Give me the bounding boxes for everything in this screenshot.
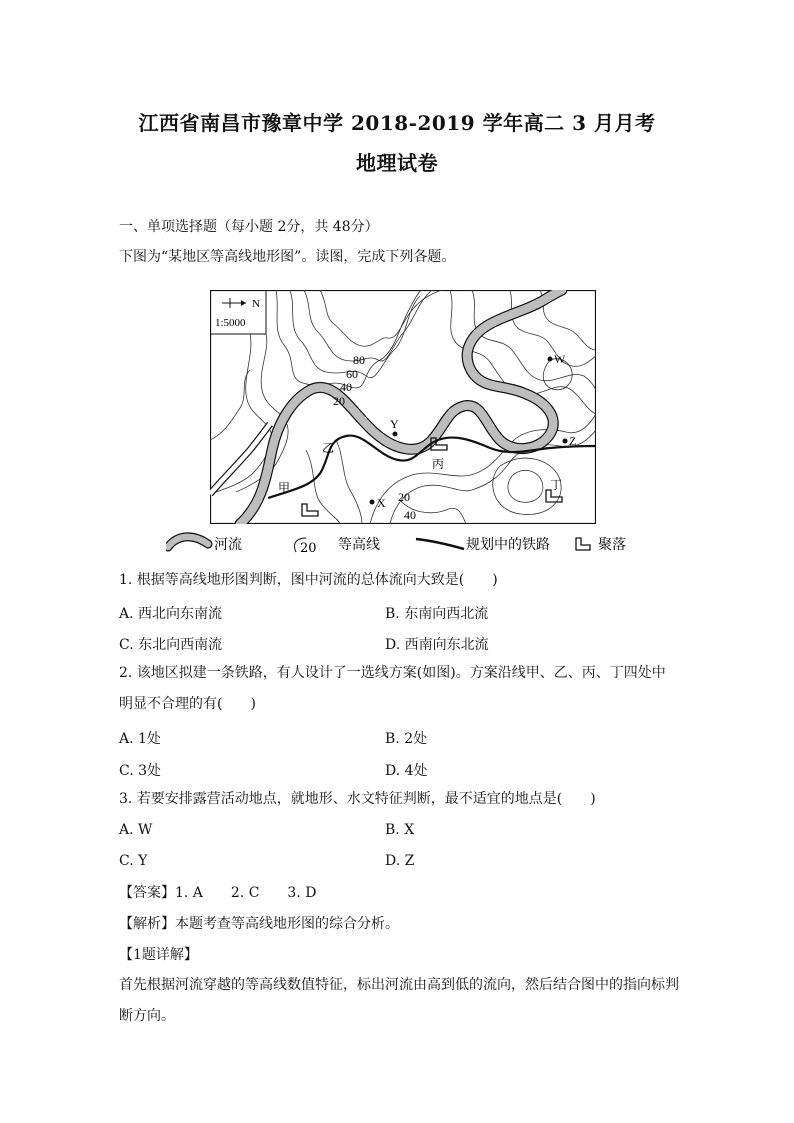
north-label: N (252, 298, 260, 310)
contour-label-80: 80 (353, 353, 365, 367)
legend-contour-value: 20 (300, 541, 317, 556)
question-2-option-c: C. 3处 (119, 763, 162, 779)
point-w (548, 357, 553, 362)
legend-contour: 等高线 (338, 537, 380, 553)
place-label-bing: 丙 (432, 457, 445, 471)
detail-heading: 【1题详解】 (119, 947, 198, 963)
question-2-option-a: A. 1处 (119, 731, 161, 747)
point-z (563, 439, 568, 444)
contour-label-20-south: 20 (398, 490, 410, 504)
section-heading: 一、单项选择题（每小题 2分，共 48分） (119, 219, 379, 235)
detail-text: 首先根据河流穿越的等高线数值特征，标出河流由高到低的流向，然后结合图中的指向标判断方向。 (119, 977, 679, 1024)
point-y (393, 432, 398, 437)
legend-railway: 规划中的铁路 (466, 537, 550, 553)
legend-settlement: 聚落 (598, 537, 626, 553)
question-1-option-c: C. 东北向西南流 (119, 637, 223, 653)
point-x (370, 500, 375, 505)
place-label-jia: 甲 (278, 481, 291, 495)
contour-label-40: 40 (340, 380, 352, 394)
question-2-option-b: B. 2处 (385, 731, 428, 747)
legend-settlement-icon (576, 538, 590, 550)
question-1-option-d: D. 西南向东北流 (385, 637, 489, 653)
question-3-option-b: B. X (385, 822, 415, 838)
map-legend (166, 530, 636, 556)
question-2-stem: 2. 该地区拟建一条铁路，有人设计了一选线方案(如图)。方案沿线甲、乙、丙、丁四处中明显不合理的有( ) (119, 665, 666, 712)
place-label-ding: 丁 (550, 478, 563, 492)
document-subtitle: 地理试卷 (356, 151, 438, 175)
question-3-option-c: C. Y (119, 853, 148, 869)
contour-label-20: 20 (333, 394, 345, 408)
legend-river: 河流 (214, 537, 242, 553)
point-label-w: W (554, 352, 566, 366)
question-3-option-d: D. Z (385, 853, 415, 869)
question-1-option-b: B. 东南向西北流 (385, 606, 489, 622)
contour-map (210, 290, 596, 524)
question-1-stem: 1. 根据等高线地形图判断，图中河流的总体流向大致是( ) (119, 572, 498, 588)
question-2-option-d: D. 4处 (385, 763, 428, 779)
question-3-stem: 3. 若要安排露营活动地点，就地形、水文特征判断，最不适宜的地点是( ) (119, 791, 596, 807)
answer-line: 【答案】1. A 2. C 3. D (119, 885, 317, 901)
document-title: 江西省南昌市豫章中学 2018-2019 学年高二 3 月月考 (138, 111, 656, 135)
point-label-x: X (377, 496, 386, 510)
analysis-line: 【解析】本题考查等高线地形图的综合分析。 (119, 916, 399, 932)
point-label-y: Y (390, 417, 399, 431)
contour-label-40-south: 40 (404, 508, 416, 522)
section-intro: 下图为“某地区等高线地形图”。读图，完成下列各题。 (119, 249, 456, 265)
place-label-yi: 乙 (322, 441, 335, 455)
point-label-z: Z (569, 434, 577, 448)
contour-label-60: 60 (346, 367, 358, 381)
map-scale: 1:5000 (215, 317, 246, 329)
question-1-option-a: A. 西北向东南流 (119, 606, 223, 622)
question-3-option-a: A. W (119, 822, 153, 838)
